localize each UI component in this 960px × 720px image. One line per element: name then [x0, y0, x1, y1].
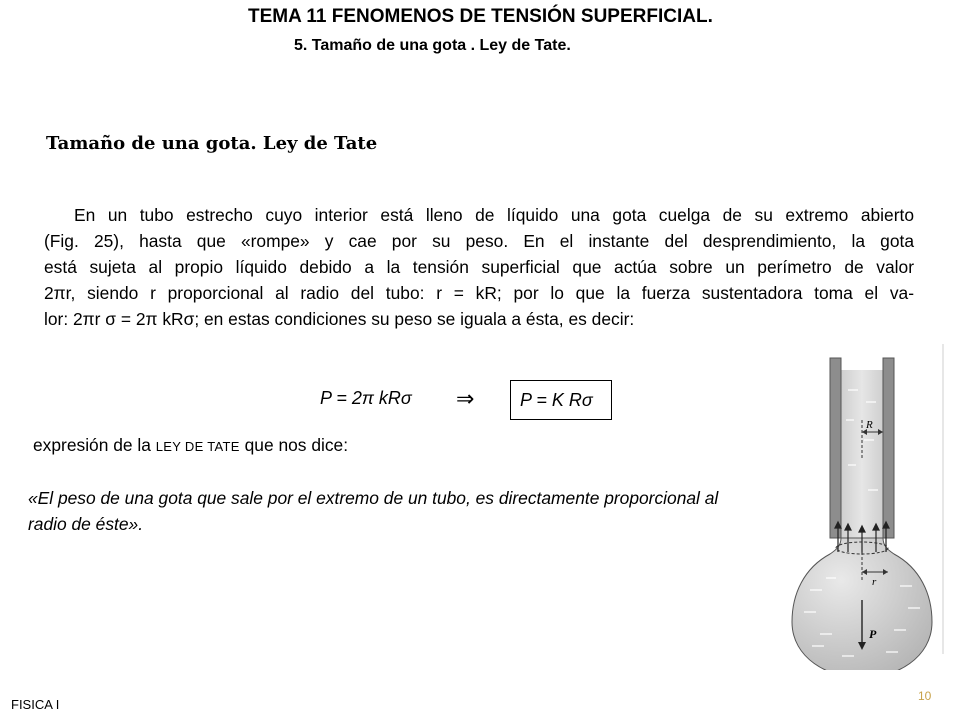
paragraph-line: (Fig. 25), hasta que «rompe» y cae por su peso. En el instante del desprendimiento, la gota	[44, 231, 914, 251]
implies-arrow: ⇒	[456, 386, 475, 411]
tube-wall-right	[883, 358, 894, 538]
expression-line	[33, 435, 348, 456]
page-subtitle: 5. Tamaño de una gota . Ley de Tate.	[294, 37, 571, 54]
page-title: TEMA 11 FENOMENOS DE TENSIÓN SUPERFICIAL.	[248, 6, 713, 27]
label-r: r	[872, 576, 877, 588]
boxed-formula	[510, 380, 612, 420]
quote-line: radio de éste».	[28, 514, 144, 534]
quote-line: «El peso de una gota que sale por el extremo de un tubo, es directamente proporcional al	[28, 488, 719, 508]
paragraph-line: 2πr, siendo r proporcional al radio del tubo: r = kR; por lo que la fuerza sustentadora toma el va-	[44, 283, 914, 303]
paragraph-line: lor: 2πr σ = 2π kRσ; en estas condiciones su peso se iguala a ésta, es decir:	[44, 309, 635, 329]
drop-figure	[790, 340, 946, 670]
page-number: 10	[918, 689, 932, 703]
section-heading: Tamaño de una gota. Ley de Tate	[46, 133, 378, 154]
body-paragraph	[44, 202, 914, 332]
tate-equation: P = 2π kRσ	[320, 388, 412, 408]
paragraph-line: En un tubo estrecho cuyo interior está lleno de líquido una gota cuelga de su extremo abierto	[74, 205, 914, 225]
course-footer: FISICA I	[11, 697, 60, 712]
expression-prefix: expresión de la	[33, 435, 156, 455]
label-R: R	[866, 419, 873, 431]
expression-suffix: que nos dice:	[239, 435, 349, 455]
label-P: P	[869, 627, 877, 641]
tube-wall-left	[830, 358, 841, 538]
boxed-formula-text: P = K Rσ	[520, 390, 593, 410]
paragraph-line: está sujeta al propio líquido debido a la tensión superficial que actúa sobre un perímetro de valor	[44, 257, 914, 277]
law-quote	[28, 485, 818, 537]
law-name: LEY DE TATE	[155, 439, 240, 454]
